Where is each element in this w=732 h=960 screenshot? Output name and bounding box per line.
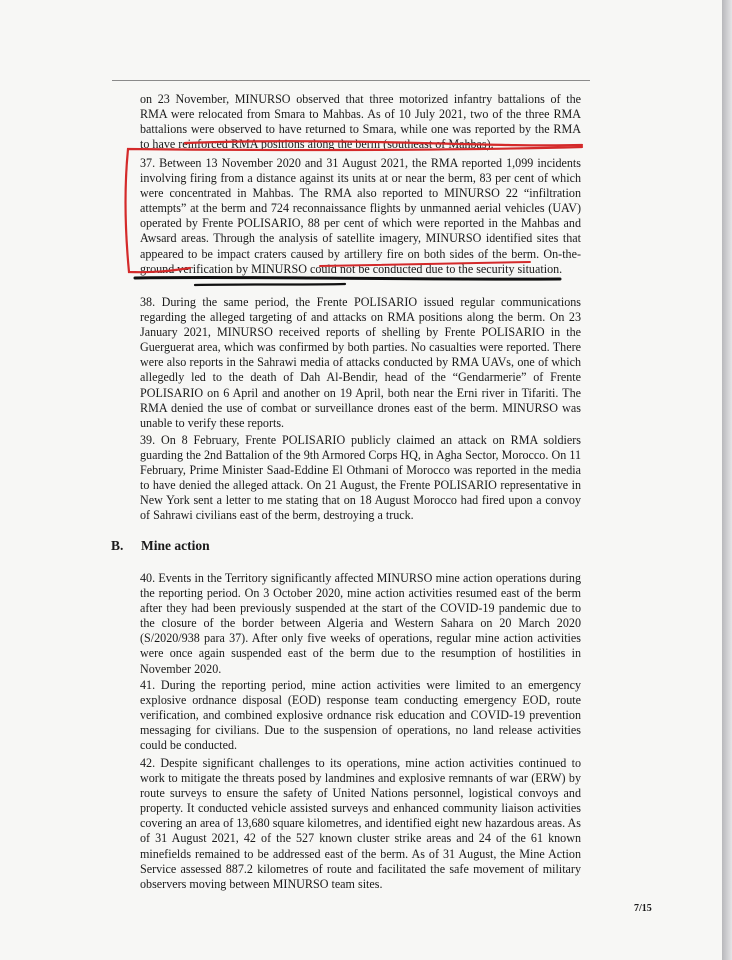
section-heading [111, 538, 210, 554]
black-marker-underline [135, 277, 560, 279]
header-rule [112, 80, 590, 81]
section-title: Mine action [141, 538, 210, 553]
black-marker-strike [195, 284, 345, 285]
page-number: 7/15 [634, 903, 652, 914]
section-letter: B. [111, 538, 124, 553]
paragraph-37: 37. Between 13 November 2020 and 31 August 2021, the RMA reported 1,099 incidents involving firing from a distance against its units at or near the berm, 83 per cent of which were concentrated in Mahbas. The RMA also reported to MINURSO 22 “infiltration attempts” at the berm and 724 reconnaissance flights by unmanned aerial vehicles (UAV) operated by Frente POLISARIO, 88 per cent of which were reported in the Mahbas and Awsard areas. Through the analysis of satellite imagery, MINURSO identified sites that appeared to be impact craters caused by artillery fire on both sides of the berm. On-the-ground verification by MINURSO could not be conducted due to the security situation. [140, 156, 581, 276]
page-edge-shadow [722, 0, 732, 960]
paragraph-40: 40. Events in the Territory significantly affected MINURSO mine action operations during the reporting period. On 3 October 2020, mine action activities resumed east of the berm after they had been previously suspended at the start of the COVID-19 pandemic due to the closure of the border between Algeria and Western Sahara on 20 March 2020 (S/2020/938 para 37). After only five weeks of operations, regular mine action activities were once again suspended east of the berm due to the resumption of hostilities in November 2020. [140, 571, 581, 676]
paragraph-41: 41. During the reporting period, mine action activities were limited to an emergency explosive ordnance disposal (EOD) response team conducting emergency EOD, route verification, and combined explosive ordnance risk education and COVID-19 prevention messaging for civilians. Due to the suspension of operations, no land release activities could be conducted. [140, 678, 581, 753]
paragraph-36-continuation: on 23 November, MINURSO observed that three motorized infantry battalions of the RMA were relocated from Smara to Mahbas. As of 10 July 2021, two of the three RMA battalions were observed to have returned to Smara, while one was reported by the RMA to have reinforced RMA positions along the berm (southeast of Mahbas). [140, 92, 581, 152]
paragraph-39: 39. On 8 February, Frente POLISARIO publicly claimed an attack on RMA soldiers guarding the 2nd Battalion of the 9th Armored Corps HQ, in Agha Sector, Morocco. On 11 February, Prime Minister Saad-Eddine El Othmani of Morocco was reported in the media to have denied the alleged attack. On 21 August, the Frente POLISARIO representative in New York sent a letter to me stating that on 18 August Morocco had fired upon a convoy of Sahrawi civilians east of the berm, destroying a truck. [140, 433, 581, 523]
paragraph-38: 38. During the same period, the Frente POLISARIO issued regular communications regarding the alleged targeting of and attacks on RMA positions along the berm. On 23 January 2021, MINURSO received reports of shelling by Frente POLISARIO in the Guerguerat area, which was confirmed by both parties. No casualties were reported. There were also reports in the Sahrawi media of attacks conducted by RMA UAVs, one of which allegedly led to the death of Dah Al-Bendir, head of the “Gendarmerie” of Frente POLISARIO on 6 April and another on 19 April, both near the Erni river in Tifariti. The RMA denied the use of combat or surveillance drones east of the berm. MINURSO was unable to verify these reports. [140, 295, 581, 430]
paragraph-42: 42. Despite significant challenges to its operations, mine action activities continued to work to mitigate the threats posed by landmines and explosive remnants of war (ERW) by route surveys to ensure the safety of United Nations personnel, logistical convoys and property. It conducted vehicle assisted surveys and enhanced community liaison activities covering an area of 13,680 square kilometres, and identified eight new hazardous areas. As of 31 August 2021, 42 of the 527 known cluster strike areas and 24 of the 61 known minefields remained to be addressed east of the berm. As of 31 August, the Mine Action Service assessed 887.2 kilometres of route and facilitated the safe movement of military observers moving between MINURSO team sites. [140, 756, 581, 891]
